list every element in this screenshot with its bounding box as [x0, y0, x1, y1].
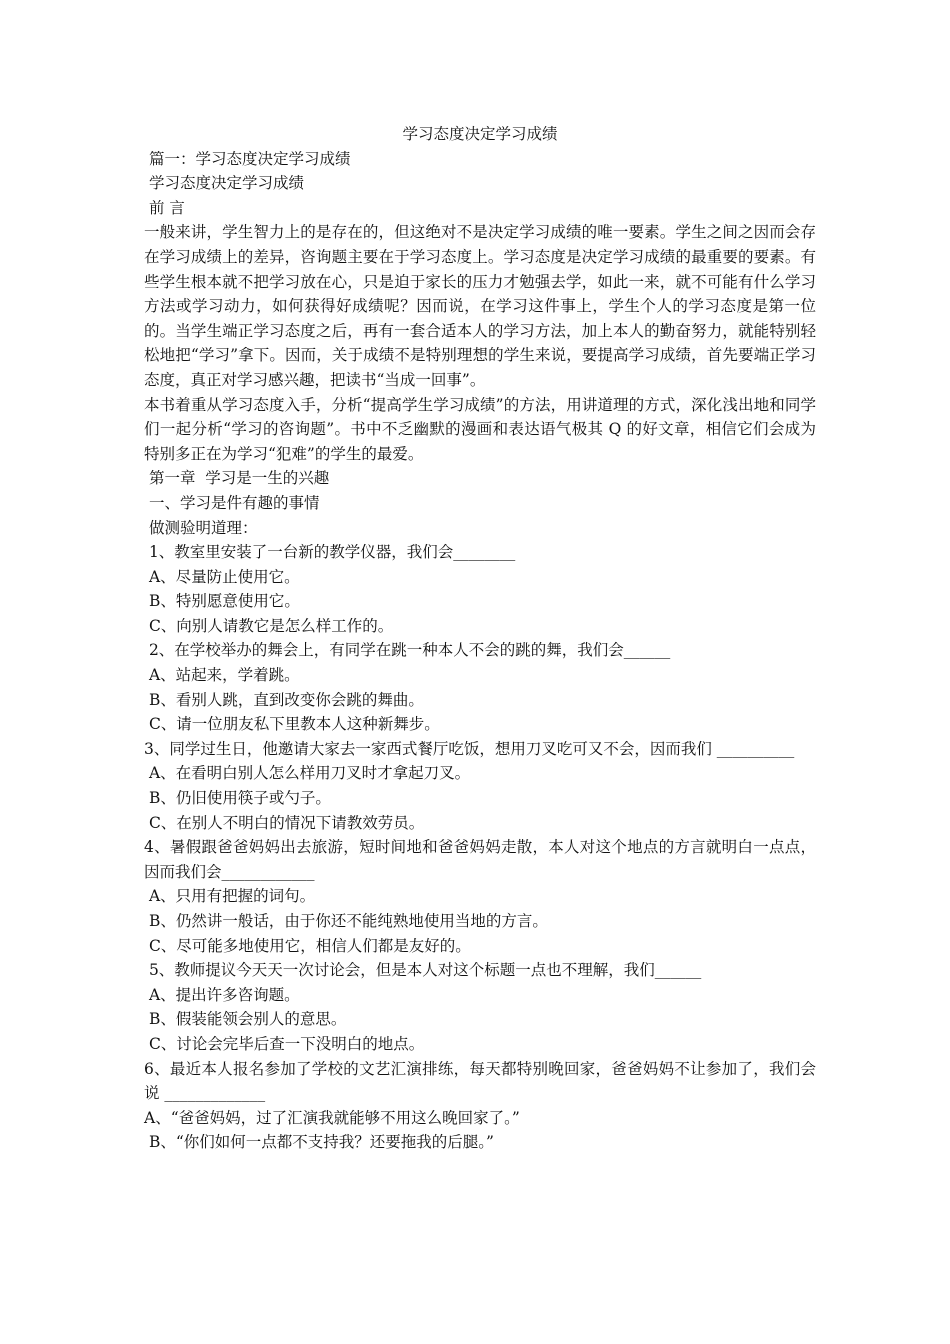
quiz-intro: 做测验明道理：: [144, 518, 258, 537]
intro-paragraph: 本书着重从学习态度入手，分析“提高学生学习成绩”的方法，用讲道理的方式，深化浅出地和同学们一起分析“学习的咨询题”。书中不乏幽默的漫画和表达语气极其 Q 的好文章，相信它们会成为特别多正在为学习“犯难”的学生的最爱。: [144, 395, 816, 463]
question-3-option-c: C、在别人不明白的情况下请教效劳员。: [144, 813, 425, 832]
question-6-option-b: B、“你们如何一点都不支持我？还要拖我的后腿。”: [144, 1133, 494, 1152]
question-1-option-a: A、尽量防止使用它。: [144, 567, 300, 586]
question-1-option-c: C、向别人请教它是怎么样工作的。: [144, 616, 394, 635]
question-1-option-b: B、特别愿意使用它。: [144, 592, 300, 611]
question-6-option-a: A、“爸爸妈妈，过了汇演我就能够不用这么晚回家了。”: [144, 1108, 520, 1127]
preface-paragraph: 一般来讲，学生智力上的是存在的，但这绝对不是决定学习成绩的唯一要素。学生之间之因而会存在学习成绩上的差异，咨询题主要在于学习态度上。学习态度是决定学习成绩的最重要的要素。有些学生根本就不把学习放在心，只是迫于家长的压力才勉强去学，如此一来，就不可能有什么学习方法或学习动力，如何获得好成绩呢？因而说，在学习这件事上，学生个人的学习态度是第一位的。当学生端正学习态度之后，再有一套合适本人的学习方法，加上本人的勤奋努力，就能特别轻松地把“学习”拿下。因而，关于成绩不是特别理想的学生来说，要提高学习成绩，首先要端正学习态度，真正对学习感兴趣，把读书“当成一回事”。: [144, 223, 816, 389]
question-4-option-a: A、只用有把握的词句。: [144, 887, 316, 906]
question-4-option-b: B、仍然讲一般话，由于你还不能纯熟地使用当地的方言。: [144, 912, 548, 930]
question-5: 5、教师提议今天天一次讨论会，但是本人对这个标题一点也不理解，我们______: [144, 961, 702, 980]
question-2-option-b: B、看别人跳，直到改变你会跳的舞曲。: [144, 690, 424, 709]
subsection-heading: 一、学习是件有趣的事情: [144, 493, 320, 512]
question-4: 4、暑假跟爸爸妈妈出去旅游，短时间地和爸爸妈妈走散，本人对这个地点的方言就明白一点点，因而我们会____________: [144, 838, 816, 881]
book-title: 学习态度决定学习成绩: [144, 174, 304, 193]
question-5-option-b: B、假装能领会别人的意思。: [144, 1010, 347, 1029]
question-3: 3、同学过生日，他邀请大家去一家西式餐厅吃饭，想用刀叉吃可又不会，因而我们 __________: [144, 739, 795, 758]
document-page: [144, 122, 816, 1155]
chapter-heading: 第一章 学习是一生的兴趣: [144, 469, 330, 488]
question-2-option-a: A、站起来，学着跳。: [144, 666, 300, 685]
question-5-option-a: A、提出许多咨询题。: [144, 985, 300, 1004]
question-3-option-a: A、在看明白别人怎么样用刀叉时才拿起刀叉。: [144, 764, 471, 783]
question-5-option-c: C、讨论会完毕后查一下没明白的地点。: [144, 1034, 425, 1053]
question-2: 2、在学校举办的舞会上，有同学在跳一种本人不会的跳的舞，我们会______: [144, 641, 671, 660]
question-4-option-c: C、尽可能多地使用它，相信人们都是友好的。: [144, 936, 471, 955]
question-2-option-c: C、请一位朋友私下里教本人这种新舞步。: [144, 715, 440, 734]
question-3-option-b: B、仍旧使用筷子或勺子。: [144, 789, 331, 808]
document-title: 学习态度决定学习成绩: [402, 125, 558, 143]
preface-heading: 前 言: [144, 198, 185, 217]
question-6: 6、最近本人报名参加了学校的文艺汇演排练，每天都特别晚回家，爸爸妈妈不让参加了，我们会说 _____________: [144, 1059, 816, 1103]
section-heading: 篇一：学习态度决定学习成绩: [144, 149, 351, 168]
question-1: 1、教室里安装了一台新的教学仪器，我们会________: [144, 543, 516, 562]
